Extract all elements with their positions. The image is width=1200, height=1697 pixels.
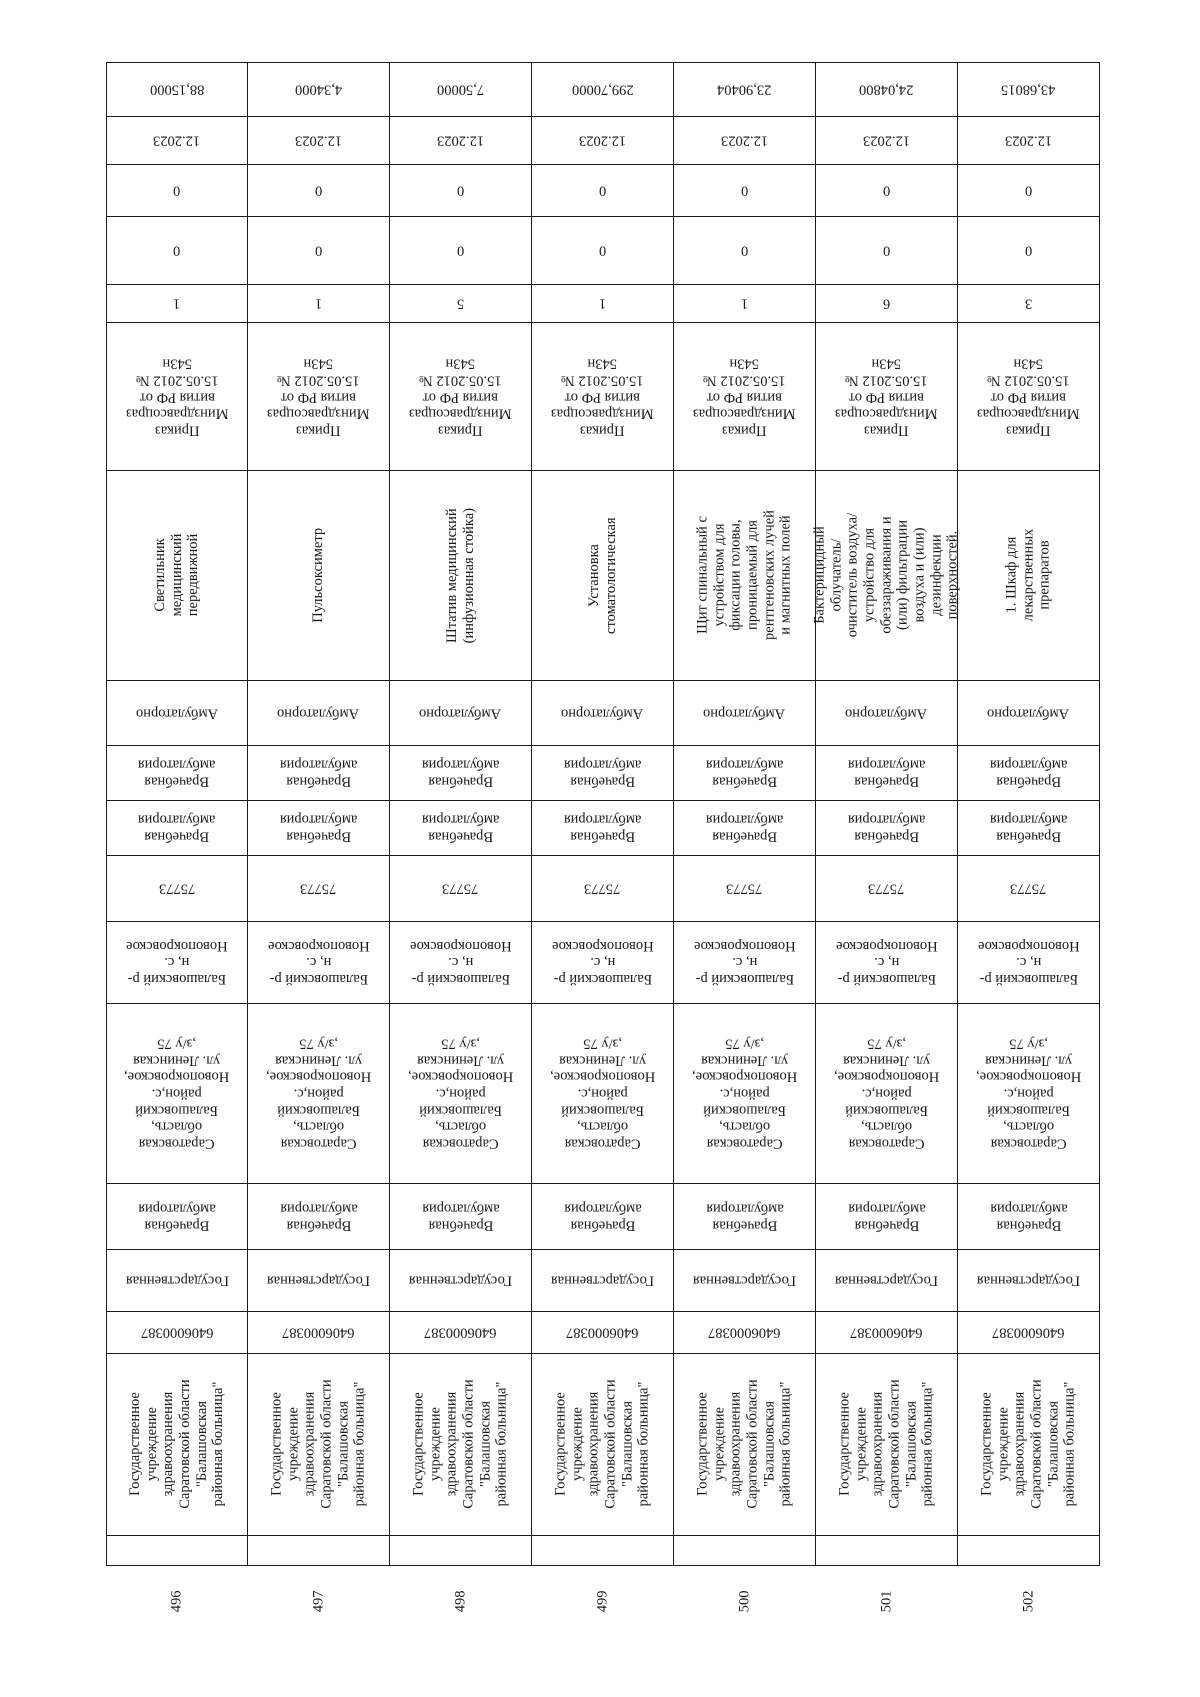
cell-division xyxy=(816,1184,957,1250)
cell-unit-2 xyxy=(107,746,247,801)
cell-equipment xyxy=(248,471,389,681)
cell-row-number xyxy=(390,1536,531,1667)
cell-inn-text: 6406000387 xyxy=(424,1324,497,1341)
cell-order-text: Приказ Минздравсоцраз вития РФ от 15.05.2012 № 543н xyxy=(835,355,938,439)
cell-equipment-text: Пульсоксиметр xyxy=(310,528,327,623)
cell-row-number xyxy=(532,1536,673,1667)
cell-division-text: Врачебная амбулатория xyxy=(563,1200,642,1234)
cell-sum-text: 299,70000 xyxy=(571,81,634,98)
cell-order xyxy=(674,323,815,471)
cell-row-number-text: 498 xyxy=(452,1590,469,1613)
cell-ownership xyxy=(674,1250,815,1312)
cell-quantity-text: 3 xyxy=(1024,295,1033,312)
cell-value-2 xyxy=(532,165,673,217)
cell-ownership-text: Государственная xyxy=(551,1272,654,1289)
cell-district-text: Балашовский р- н, с. Новопокровское xyxy=(126,938,228,988)
record-499 xyxy=(532,62,674,1613)
cell-row-number xyxy=(958,1536,1099,1667)
cell-care-type xyxy=(816,681,957,746)
cell-ownership xyxy=(390,1250,531,1312)
cell-row-number xyxy=(107,1536,247,1667)
cell-row-number-text: 499 xyxy=(594,1590,611,1613)
cell-index xyxy=(390,856,531,922)
cell-unit-1-text: Врачебная амбулатория xyxy=(279,812,358,845)
cell-index-text: 75773 xyxy=(442,880,479,897)
cell-sum xyxy=(248,63,389,117)
cell-value-1-text: 0 xyxy=(882,242,891,259)
cell-division xyxy=(674,1184,815,1250)
cell-unit-2-text: Врачебная амбулатория xyxy=(421,757,500,790)
cell-index xyxy=(958,856,1099,922)
cell-care-type-text: Амбулаторно xyxy=(419,705,502,722)
cell-district xyxy=(107,922,247,1004)
cell-row-number-text: 502 xyxy=(1020,1590,1037,1613)
cell-order-text: Приказ Минздравсоцраз вития РФ от 15.05.2012 № 543н xyxy=(551,355,654,439)
cell-order xyxy=(248,323,389,471)
cell-organization-text: Государственное учреждение здравоохранения Саратовской области "Балашовская районная больница" xyxy=(268,1379,368,1510)
cell-value-1-text: 0 xyxy=(740,242,749,259)
cell-row-number xyxy=(674,1536,815,1667)
cell-address xyxy=(816,1004,957,1184)
cell-index xyxy=(674,856,815,922)
cell-district-text: Балашовский р- н, с. Новопокровское xyxy=(551,938,654,988)
cell-order-text: Приказ Минздравсоцраз вития РФ от 15.05.2012 № 543н xyxy=(977,355,1080,439)
cell-equipment-text: Светильник медицинский передвижной xyxy=(151,534,202,617)
cell-inn xyxy=(816,1312,957,1354)
cell-unit-1-text: Врачебная амбулатория xyxy=(421,812,500,845)
cell-quantity-text: 1 xyxy=(314,295,323,312)
cell-unit-1-text: Врачебная амбулатория xyxy=(705,812,784,845)
cell-district-text: Балашовский р- н, с. Новопокровское xyxy=(977,938,1080,988)
cell-value-2-text: 0 xyxy=(882,182,891,199)
cell-value-1 xyxy=(107,217,247,285)
cell-inn-text: 6406000387 xyxy=(140,1324,214,1341)
cell-date-text: 12.2023 xyxy=(1004,132,1053,149)
cell-date-text: 12.2023 xyxy=(294,132,343,149)
cell-unit-1 xyxy=(674,801,815,856)
cell-sum xyxy=(532,63,673,117)
cell-unit-2-text: Врачебная амбулатория xyxy=(279,757,358,790)
cell-value-1-text: 0 xyxy=(456,242,465,259)
cell-unit-2 xyxy=(248,746,389,801)
cell-order-text: Приказ Минздравсоцраз вития РФ от 15.05.2012 № 543н xyxy=(409,355,512,439)
cell-unit-2-text: Врачебная амбулатория xyxy=(989,757,1068,790)
cell-organization xyxy=(107,1354,247,1536)
cell-order-text: Приказ Минздравсоцраз вития РФ от 15.05.2012 № 543н xyxy=(267,355,370,439)
cell-address-text: Саратовская область, Балашовский район,с. Новопокровское, ул. Ленинская ,з/у 75 xyxy=(549,1035,656,1152)
cell-district xyxy=(958,922,1099,1004)
cell-sum-text: 43,68015 xyxy=(1001,81,1056,98)
cell-care-type-text: Амбулаторно xyxy=(703,705,786,722)
cell-sum-text: 7,50000 xyxy=(436,81,485,98)
cell-district-text: Балашовский р- н, с. Новопокровское xyxy=(693,938,796,988)
cell-value-2 xyxy=(816,165,957,217)
cell-quantity-text: 1 xyxy=(598,295,607,312)
cell-district xyxy=(248,922,389,1004)
cell-value-1 xyxy=(816,217,957,285)
cell-division-text: Врачебная амбулатория xyxy=(989,1200,1068,1234)
cell-organization xyxy=(816,1354,957,1536)
cell-date-text: 12.2023 xyxy=(578,132,627,149)
cell-sum xyxy=(107,63,247,117)
cell-inn-text: 6406000387 xyxy=(850,1324,923,1341)
cell-quantity xyxy=(390,285,531,323)
cell-inn xyxy=(532,1312,673,1354)
cell-value-1-text: 0 xyxy=(1024,242,1033,259)
cell-organization xyxy=(958,1354,1099,1536)
cell-quantity xyxy=(532,285,673,323)
cell-division xyxy=(958,1184,1099,1250)
cell-index-text: 75773 xyxy=(158,880,196,897)
cell-row-number xyxy=(816,1536,957,1667)
cell-quantity-text: 5 xyxy=(456,295,465,312)
cell-value-2-text: 0 xyxy=(1024,182,1033,199)
cell-district-text: Балашовский р- н, с. Новопокровское xyxy=(267,938,370,988)
cell-organization-text: Государственное учреждение здравоохранения Саратовской области "Балашовская районная больница" xyxy=(694,1379,794,1510)
cell-division-text: Врачебная амбулатория xyxy=(847,1200,926,1234)
cell-index-text: 75773 xyxy=(300,880,337,897)
cell-sum-text: 4,34000 xyxy=(294,81,343,98)
cell-quantity xyxy=(107,285,247,323)
cell-equipment xyxy=(390,471,531,681)
cell-address xyxy=(958,1004,1099,1184)
cell-order xyxy=(390,323,531,471)
cell-sum xyxy=(958,63,1099,117)
cell-unit-1 xyxy=(958,801,1099,856)
cell-organization-text: Государственное учреждение здравоохранения Саратовской области "Балашовская районная больница" xyxy=(552,1379,652,1510)
cell-equipment-text: Щит спинальный с устройством для фиксации головы, проницаемый для рентгеновских лучей и магнитных полей xyxy=(694,510,794,641)
cell-unit-1 xyxy=(532,801,673,856)
cell-district-text: Балашовский р- н, с. Новопокровское xyxy=(409,938,512,988)
cell-value-2-text: 0 xyxy=(456,182,465,199)
cell-organization xyxy=(532,1354,673,1536)
cell-ownership-text: Государственная xyxy=(409,1272,512,1289)
cell-inn-text: 6406000387 xyxy=(282,1324,355,1341)
cell-value-2-text: 0 xyxy=(598,182,607,199)
cell-ownership xyxy=(816,1250,957,1312)
cell-row-number-text: 497 xyxy=(310,1590,327,1613)
cell-division-text: Врачебная амбулатория xyxy=(705,1200,784,1234)
cell-division xyxy=(390,1184,531,1250)
cell-order xyxy=(532,323,673,471)
cell-value-2-text: 0 xyxy=(314,182,323,199)
cell-order-text: Приказ Минздравсоцраз вития РФ от 15.05.2012 № 543н xyxy=(693,355,796,439)
cell-unit-2-text: Врачебная амбулатория xyxy=(563,757,642,790)
record-500 xyxy=(674,62,816,1613)
record-497 xyxy=(248,62,390,1613)
cell-value-2 xyxy=(958,165,1099,217)
cell-value-1 xyxy=(958,217,1099,285)
cell-row-number xyxy=(248,1536,389,1667)
cell-organization xyxy=(390,1354,531,1536)
cell-address xyxy=(248,1004,389,1184)
cell-unit-2-text: Врачебная амбулатория xyxy=(138,757,216,790)
cell-equipment xyxy=(811,471,961,681)
cell-order xyxy=(958,323,1099,471)
cell-care-type-text: Амбулаторно xyxy=(845,705,928,722)
equipment-table xyxy=(106,62,1100,1613)
cell-sum-text: 23,90404 xyxy=(717,81,772,98)
cell-address-text: Саратовская область, Балашовский район,с. Новопокровское, ул. Ленинская ,з/у 75 xyxy=(407,1035,514,1152)
cell-quantity-text: 1 xyxy=(740,295,749,312)
cell-equipment xyxy=(107,471,247,681)
cell-equipment xyxy=(532,471,673,681)
cell-equipment-text: 1. Шкаф для лекарственных препаратов xyxy=(1003,529,1053,622)
cell-district xyxy=(816,922,957,1004)
cell-organization-text: Государственное учреждение здравоохранения Саратовской области "Балашовская районная больница" xyxy=(836,1379,936,1510)
cell-value-2 xyxy=(107,165,247,217)
record-502 xyxy=(958,62,1100,1613)
cell-care-type xyxy=(390,681,531,746)
cell-unit-1-text: Врачебная амбулатория xyxy=(563,812,642,845)
cell-unit-2 xyxy=(390,746,531,801)
cell-care-type-text: Амбулаторно xyxy=(135,705,219,722)
cell-unit-1 xyxy=(390,801,531,856)
cell-ownership-text: Государственная xyxy=(835,1272,938,1289)
cell-division-text: Врачебная амбулатория xyxy=(279,1200,358,1234)
cell-unit-2 xyxy=(816,746,957,801)
cell-inn xyxy=(390,1312,531,1354)
cell-address xyxy=(532,1004,673,1184)
cell-unit-2 xyxy=(958,746,1099,801)
cell-order xyxy=(107,323,247,471)
cell-sum xyxy=(816,63,957,117)
cell-quantity xyxy=(674,285,815,323)
cell-unit-1-text: Врачебная амбулатория xyxy=(138,812,216,845)
cell-date xyxy=(107,117,247,165)
cell-quantity xyxy=(816,285,957,323)
cell-ownership-text: Государственная xyxy=(693,1272,796,1289)
cell-inn-text: 6406000387 xyxy=(566,1324,639,1341)
cell-unit-2-text: Врачебная амбулатория xyxy=(705,757,784,790)
cell-index xyxy=(248,856,389,922)
cell-unit-2 xyxy=(674,746,815,801)
cell-index-text: 75773 xyxy=(868,880,905,897)
cell-inn-text: 6406000387 xyxy=(992,1324,1065,1341)
cell-index-text: 75773 xyxy=(584,880,621,897)
cell-care-type xyxy=(532,681,673,746)
cell-row-number-text: 496 xyxy=(168,1590,185,1613)
cell-value-2-text: 0 xyxy=(173,182,181,199)
cell-organization-text: Государственное учреждение здравоохранения Саратовской области "Балашовская районная больница" xyxy=(126,1379,227,1510)
cell-ownership xyxy=(107,1250,247,1312)
cell-date-text: 12.2023 xyxy=(862,132,911,149)
cell-sum xyxy=(390,63,531,117)
cell-care-type xyxy=(107,681,247,746)
cell-district xyxy=(390,922,531,1004)
cell-address-text: Саратовская область, Балашовский район,с. Новопокровское, ул. Ленинская ,з/у 75 xyxy=(691,1035,798,1152)
cell-date-text: 12.2023 xyxy=(153,132,201,149)
cell-division xyxy=(107,1184,247,1250)
cell-date xyxy=(248,117,389,165)
cell-district-text: Балашовский р- н, с. Новопокровское xyxy=(835,938,938,988)
cell-unit-1-text: Врачебная амбулатория xyxy=(989,812,1068,845)
cell-ownership xyxy=(958,1250,1099,1312)
cell-division-text: Врачебная амбулатория xyxy=(421,1200,500,1234)
cell-date xyxy=(674,117,815,165)
cell-unit-1-text: Врачебная амбулатория xyxy=(847,812,926,845)
cell-sum-text: 24,04800 xyxy=(859,81,914,98)
cell-division xyxy=(248,1184,389,1250)
cell-row-number-text: 501 xyxy=(878,1590,895,1613)
cell-equipment xyxy=(674,471,815,681)
cell-value-1 xyxy=(248,217,389,285)
cell-date xyxy=(816,117,957,165)
cell-inn-text: 6406000387 xyxy=(708,1324,781,1341)
cell-order xyxy=(816,323,957,471)
cell-division xyxy=(532,1184,673,1250)
cell-equipment-text: Штатив медицинский (инфузионная стойка) xyxy=(443,507,477,644)
cell-unit-2 xyxy=(532,746,673,801)
cell-ownership xyxy=(532,1250,673,1312)
record-501 xyxy=(811,62,961,1613)
cell-quantity-text: 6 xyxy=(882,295,891,312)
cell-organization xyxy=(674,1354,815,1536)
cell-value-1-text: 0 xyxy=(173,242,181,259)
cell-equipment-text: Установка стоматологическая xyxy=(585,517,619,634)
cell-organization-text: Государственное учреждение здравоохранения Саратовской области "Балашовская районная больница" xyxy=(410,1379,510,1510)
cell-ownership xyxy=(248,1250,389,1312)
cell-care-type-text: Амбулаторно xyxy=(987,705,1070,722)
cell-ownership-text: Государственная xyxy=(977,1272,1080,1289)
cell-inn xyxy=(674,1312,815,1354)
cell-date-text: 12.2023 xyxy=(436,132,485,149)
cell-sum-text: 88,15000 xyxy=(149,81,205,98)
cell-organization xyxy=(248,1354,389,1536)
cell-address-text: Саратовская область, Балашовский район,с. Новопокровское, ул. Ленинская ,з/у 75 xyxy=(265,1035,372,1152)
cell-address xyxy=(107,1004,247,1184)
cell-index-text: 75773 xyxy=(1010,880,1047,897)
cell-address xyxy=(674,1004,815,1184)
cell-care-type xyxy=(674,681,815,746)
cell-value-2 xyxy=(390,165,531,217)
cell-quantity xyxy=(248,285,389,323)
cell-index xyxy=(816,856,957,922)
cell-index xyxy=(107,856,247,922)
cell-date xyxy=(532,117,673,165)
cell-value-1-text: 0 xyxy=(314,242,323,259)
cell-equipment-text: Бактерицидный облучатель/очиститель воздуха/устройство для обеззараживания и (или) фильтрации воздуха и (или) дезинфекции поверхностей. xyxy=(811,513,961,638)
cell-care-type-text: Амбулаторно xyxy=(277,705,360,722)
cell-ownership-text: Государственная xyxy=(125,1272,229,1289)
cell-address xyxy=(390,1004,531,1184)
cell-care-type-text: Амбулаторно xyxy=(561,705,644,722)
cell-unit-2-text: Врачебная амбулатория xyxy=(847,757,926,790)
cell-division-text: Врачебная амбулатория xyxy=(138,1200,216,1234)
cell-inn xyxy=(958,1312,1099,1354)
record-498 xyxy=(390,62,532,1613)
cell-equipment xyxy=(958,471,1099,681)
cell-organization-text: Государственное учреждение здравоохранения Саратовской области "Балашовская районная больница" xyxy=(978,1379,1078,1510)
cell-index-text: 75773 xyxy=(726,880,763,897)
cell-inn xyxy=(107,1312,247,1354)
cell-row-number-text: 500 xyxy=(736,1590,753,1613)
cell-address-text: Саратовская область, Балашовский район,с. Новопокровское, ул. Ленинская ,з/у 75 xyxy=(124,1035,230,1152)
cell-care-type xyxy=(248,681,389,746)
cell-index xyxy=(532,856,673,922)
cell-district xyxy=(674,922,815,1004)
cell-quantity xyxy=(958,285,1099,323)
cell-address-text: Саратовская область, Балашовский район,с. Новопокровское, ул. Ленинская ,з/у 75 xyxy=(833,1035,940,1152)
cell-date-text: 12.2023 xyxy=(720,132,769,149)
cell-value-1 xyxy=(390,217,531,285)
cell-value-1 xyxy=(532,217,673,285)
cell-date xyxy=(958,117,1099,165)
cell-sum xyxy=(674,63,815,117)
cell-ownership-text: Государственная xyxy=(267,1272,370,1289)
cell-value-2-text: 0 xyxy=(740,182,749,199)
cell-address-text: Саратовская область, Балашовский район,с. Новопокровское, ул. Ленинская ,з/у 75 xyxy=(975,1035,1082,1152)
record-496 xyxy=(106,62,248,1613)
cell-unit-1 xyxy=(816,801,957,856)
cell-value-1-text: 0 xyxy=(598,242,607,259)
cell-unit-1 xyxy=(107,801,247,856)
cell-value-2 xyxy=(674,165,815,217)
cell-date xyxy=(390,117,531,165)
cell-order-text: Приказ Минздравсоцраз вития РФ от 15.05.2012 № 543н xyxy=(125,355,229,439)
cell-value-1 xyxy=(674,217,815,285)
cell-district xyxy=(532,922,673,1004)
cell-care-type xyxy=(958,681,1099,746)
cell-unit-1 xyxy=(248,801,389,856)
cell-value-2 xyxy=(248,165,389,217)
cell-inn xyxy=(248,1312,389,1354)
cell-quantity-text: 1 xyxy=(173,295,181,312)
